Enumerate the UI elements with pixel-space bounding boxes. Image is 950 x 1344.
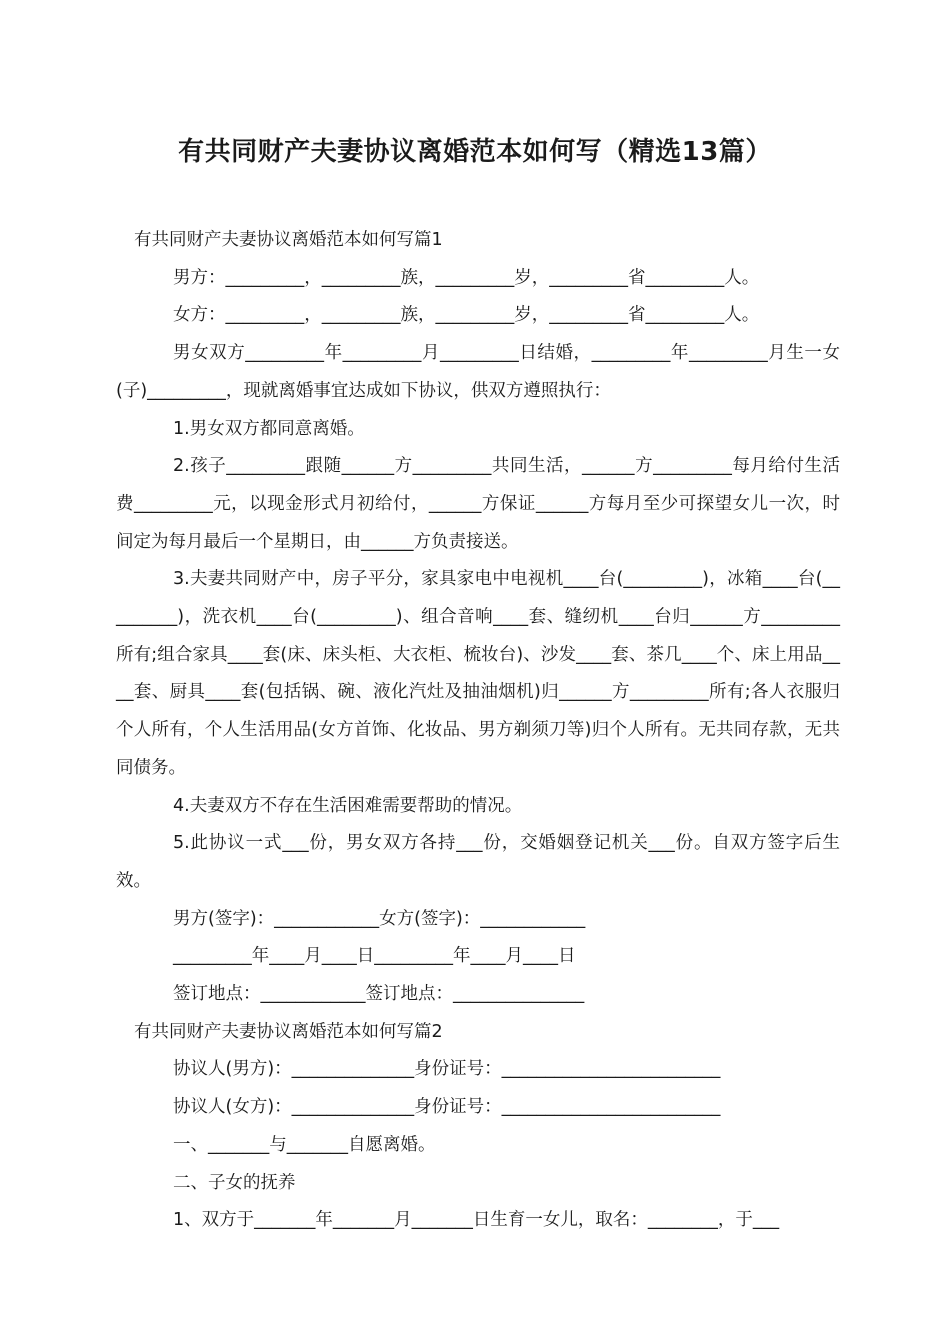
section-heading: 有共同财产夫妻协议离婚范本如何写篇2 (134, 1021, 443, 1042)
paragraph: 协议人(女方)：______________身份证号：_________________________ (173, 1097, 721, 1118)
signature-line: 男方(签字)：____________女方(签字)：____________ (173, 908, 586, 929)
paragraph: 3.夫妻共同财产中，房子平分，家具家电中电视机____台(_________)，冰箱____台(_________)，洗衣机____台(_________)、组合音响____套、缝纫机____台归______方_________所有;组合家具____套(床、床头柜、大衣柜、梳妆台)、沙发____套、茶几____个、床上用品____套、厨具____套(包括锅、碗、液化汽灶及抽油烟机)归______方_________所有;各人衣服归个人所有，个人生活用品(女方首饰、化妆品、男方剃须刀等)归个人所有。无共同存款，无共同债务。 (116, 569, 840, 778)
paragraph: 1、双方于_______年_______月_______日生育一女儿，取名：________，于___ (173, 1210, 780, 1231)
date-line: _________年____月____日_________年____月____日 (173, 946, 576, 967)
paragraph: 2.孩子_________跟随______方_________共同生活，______方_________每月给付生活费_________元，以现金形式月初给付，______方保证______方每月至少可探望女儿一次，时间定为每月最后一个星期日，由______方负责接送。 (116, 456, 840, 552)
paragraph: 男方：_________，_________族，_________岁，_________省_________人。 (173, 267, 760, 288)
paragraph: 1.男女双方都同意离婚。 (173, 418, 365, 439)
paragraph: 5.此协议一式___份，男女双方各持___份，交婚姻登记机关___份。自双方签字后生效。 (116, 833, 840, 891)
paragraph: 二、子女的抚养 (173, 1172, 296, 1193)
document-title: 有共同财产夫妻协议离婚范本如何写（精选13篇） (178, 137, 772, 167)
section-heading: 有共同财产夫妻协议离婚范本如何写篇1 (134, 230, 443, 250)
document-body (116, 222, 840, 1240)
paragraph: 一、_______与_______自愿离婚。 (173, 1134, 436, 1155)
paragraph: 4.夫妻双方不存在生活困难需要帮助的情况。 (173, 795, 523, 816)
paragraph: 女方：_________，_________族，_________岁，_________省_________人。 (173, 305, 760, 326)
paragraph: 男女双方_________年_________月_________日结婚，_________年_________月生一女(子)_________，现就离婚事宜达成如下协议，供双方遵照执行： (116, 343, 840, 401)
paragraph: 协议人(男方)：______________身份证号：_________________________ (173, 1059, 721, 1080)
location-line: 签订地点：____________签订地点：_______________ (173, 984, 585, 1005)
